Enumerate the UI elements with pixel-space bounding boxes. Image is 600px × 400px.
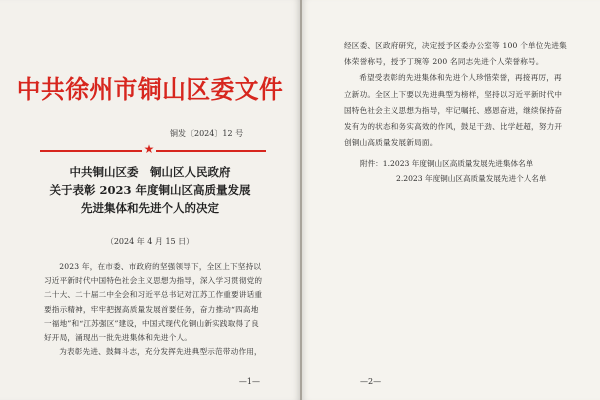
document-number: 铜发〔2024〕12 号 xyxy=(170,129,244,138)
right-page xyxy=(302,0,600,400)
body-paragraph: 经区委、区政府研究，决定授予区委办公室等 100 个单位先进集体荣誉称号，授予丁琬等 200 名同志先进个人荣誉称号。 xyxy=(344,41,567,67)
body-paragraph: 为表彰先进、鼓舞斗志，充分发挥先进典型示范带动作用， xyxy=(59,347,262,357)
left-body-text xyxy=(44,260,266,359)
attachment-item: 2.2023 年度铜山区高质量发展先进个人名单 xyxy=(396,174,547,183)
page-number-right: —2— xyxy=(360,377,382,386)
red-separator-line-left xyxy=(40,150,142,152)
red-separator-line-right xyxy=(156,150,266,152)
attachment-item: 附件：1.2023 年度铜山区高质量发展先进集体名单 xyxy=(360,159,534,168)
red-star-icon: ★ xyxy=(143,142,155,156)
title-line: 关于表彰 2023 年度铜山区高质量发展 xyxy=(49,183,251,197)
page-number-left: —1— xyxy=(238,377,260,386)
body-paragraph: 希望受表彰的先进集体和先进个人珍惜荣誉，再接再厉，再立新功。全区上下要以先进典型为榜样，坚持以习近平新时代中国特色社会主义思想为指导，牢记嘱托、感恩奋进，继续保持奋发有为的状态和务实高效的作风，鼓足干劲、比学赶超，努力开创铜山高质量发展新局面。 xyxy=(344,73,563,148)
right-body-text xyxy=(344,38,568,151)
title-line: 中共铜山区委 铜山区人民政府 xyxy=(69,165,231,179)
document-date: （2024 年 4 月 15 日） xyxy=(105,237,195,246)
attachments-list xyxy=(360,156,580,186)
document-masthead: 中共徐州市铜山区委文件 xyxy=(16,75,284,104)
document-title xyxy=(0,163,300,217)
title-line: 先进集体和先进个人的决定 xyxy=(81,201,219,215)
body-paragraph: 2023 年，在市委、市政府的坚强领导下，全区上下坚持以习近平新时代中国特色社会主义思想为指导，深入学习贯彻党的二十大、二十届二中全会和习近平总书记对江苏工作重要讲话重要指示精神，牢牢把握高质量发展首要任务，奋力推动“四高地一福地”和“江苏强区”建设，中国式现代化铜山新实践取得了良好开局，涌现出一批先进集体和先进个人。 xyxy=(44,262,263,343)
